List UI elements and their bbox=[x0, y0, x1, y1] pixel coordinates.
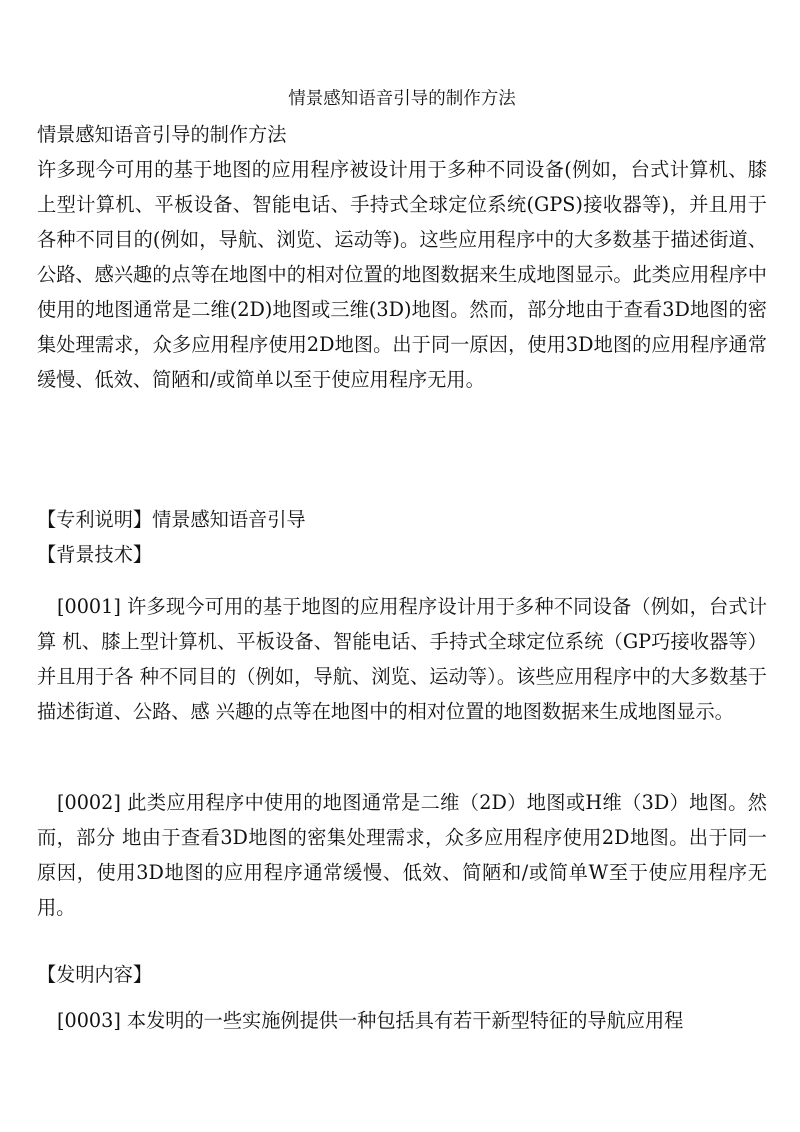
document-title: 情景感知语音引导的制作方法 bbox=[288, 89, 516, 109]
invention-heading: 【发明内容】 bbox=[37, 963, 153, 986]
background-heading: 【背景技术】 bbox=[37, 543, 153, 566]
intro-paragraph: 许多现今可用的基于地图的应用程序被设计用于多种不同设备(例如，台式计算机、膝上型计算机、平板设备、智能电话、手持式全球定位系统(GPS)接收器等)，并且用于各种不同目的(例如，导航、浏览、运动等)。这些应用程序中的大多数基于描述街道、公路、感兴趣的点等在地图中的相对位置的地图数据来生成地图显示。此类应用程序中使用的地图通常是二维(2D)地图或三维(3D)地图。然而，部分地由于查看3D地图的密集处理需求，众多应用程序使用2D地图。出于同一原因，使用3D地图的应用程序通常缓慢、低效、简陋和/或简单以至于使应用程序无用。 bbox=[37, 158, 767, 391]
paragraph-0003: [0003] 本发明的一些实施例提供一种包括具有若干新型特征的导航应用程 bbox=[57, 1009, 684, 1032]
paragraph-0001: [0001] 许多现今可用的基于地图的应用程序设计用于多种不同设备（例如，台式计算 机、膝上型计算机、平板设备、智能电话、手持式全球定位系统（GP巧接收器等）并且用于各 种不同目的（例如，导航、浏览、运动等）。该些应用程序中的大多数基于描述街道、公路、感 兴趣的点等在地图中的相对位置的地图数据来生成地图显示。 bbox=[37, 595, 767, 723]
document-subtitle: 情景感知语音引导的制作方法 bbox=[37, 123, 287, 146]
paragraph-0002: [0002] 此类应用程序中使用的地图通常是二维（2D）地图或H维（3D）地图。然而，部分 地由于查看3D地图的密集处理需求，众多应用程序使用2D地图。出于同一原因，使用3D地图的应用程序通常缓慢、低效、简陋和/或简单W至于使应用程序无用。 bbox=[37, 791, 767, 919]
patent-heading: 【专利说明】情景感知语音引导 bbox=[37, 508, 306, 531]
